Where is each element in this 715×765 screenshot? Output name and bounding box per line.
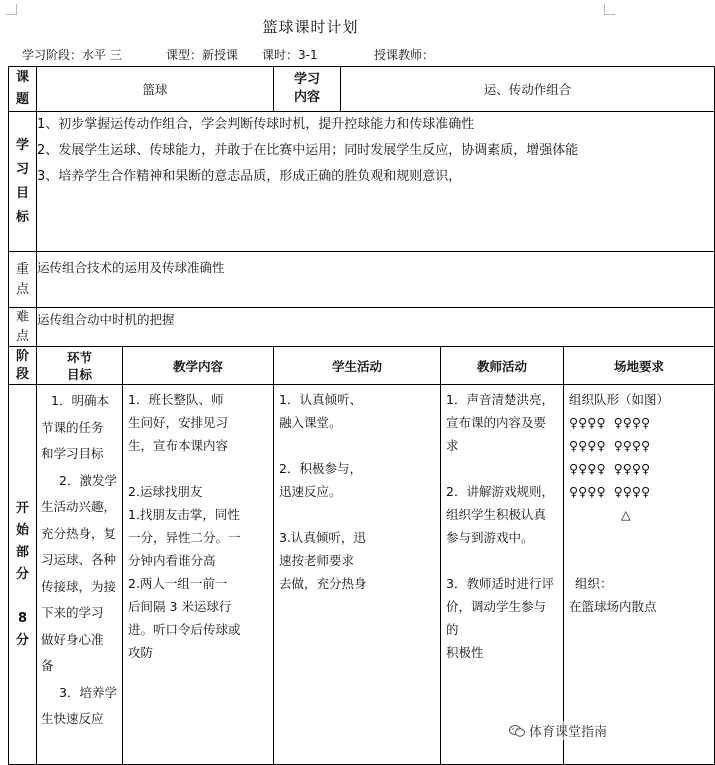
header-teacher: 教师活动 xyxy=(441,347,564,385)
info-teacher: 授课教师： xyxy=(374,48,435,62)
content-label: 学习 内容 xyxy=(274,67,341,112)
lesson-plan-table xyxy=(8,66,715,765)
content-value: 运、传动作组合 xyxy=(341,67,715,112)
watermark-text: 体育课堂指南 xyxy=(528,725,607,740)
keypoint-label: 重 点 xyxy=(9,252,37,308)
page-corner-mark-right xyxy=(604,4,615,15)
topic-label: 课 题 xyxy=(9,67,37,112)
difficulty-text: 运传组合动中时机的把握 xyxy=(37,308,715,347)
info-hours: 课时：3-1 xyxy=(262,48,318,62)
formation-row: ♀♀♀♀ ♀♀♀♀ xyxy=(569,484,651,499)
objective-line: 2、发展学生运球、传球能力，并敢于在比赛中运用；同时发展学生反应，协调素质，增强体能 xyxy=(37,143,579,158)
header-stage: 阶 段 xyxy=(9,347,37,385)
phase-content: 1．班长整队、师 生问好，安排见习 生，宣布本课内容 2.运球找朋友 1.找朋友击掌，同性 一分，异性二分。一 分钟内看谁分高 2.两人一组一前一 后间隔 3 米运球行 进。听口令后传球或 攻防 xyxy=(123,385,274,765)
page-corner-mark-left xyxy=(6,4,17,15)
topic-row xyxy=(9,67,715,112)
phase-teacher: 1．声音清楚洪亮， 宣布课的内容及要 求 2．讲解游戏规则， 组织学生积极认真 参与到游戏中。 3．教师适时进行评 价，调动学生参与的 积极性 xyxy=(441,385,564,765)
header-student: 学生活动 xyxy=(274,347,441,385)
activity-header-row xyxy=(9,347,715,385)
phase-label: 开 始 部 分 8 分 xyxy=(9,385,37,765)
header-goal: 环节 目标 xyxy=(37,347,123,385)
keypoint-text: 运传组合技术的运用及传球准确性 xyxy=(37,252,715,308)
topic-value: 篮球 xyxy=(37,67,274,112)
keypoint-row xyxy=(9,252,715,308)
phase-goals: 1．明确本 节课的任务 和学习目标 2．激发学 生活动兴趣， 充分热身，复 习运球、各种 传接球，为接 下来的学习 做好身心准 备 3．培养学 生快速反应 xyxy=(37,385,123,765)
phase-venue: 组织队形（如图） ♀♀♀♀ ♀♀♀♀ ♀♀♀♀ ♀♀♀♀ ♀♀♀♀ ♀♀♀♀ ♀♀♀♀ ♀♀♀♀ △ 组织： 在篮球场内散点 xyxy=(564,385,715,765)
start-phase-row xyxy=(9,385,715,765)
formation-row: ♀♀♀♀ ♀♀♀♀ xyxy=(569,461,651,476)
objective-line: 3、培养学生合作精神和果断的意志品质，形成正确的胜负观和规则意识， xyxy=(37,169,462,184)
info-lesson-type: 课型：新授课 xyxy=(166,48,239,62)
info-stage: 学习阶段：水平 三 xyxy=(22,48,122,62)
formation-row: ♀♀♀♀ ♀♀♀♀ xyxy=(569,438,651,453)
difficulty-label: 难 点 xyxy=(9,308,37,347)
formation-row: ♀♀♀♀ ♀♀♀♀ xyxy=(569,415,651,430)
header-venue: 场地要求 xyxy=(564,347,715,385)
watermark xyxy=(509,721,607,740)
wechat-icon xyxy=(509,724,525,738)
difficulty-row xyxy=(9,308,715,347)
phase-student: 1．认真倾听、 融入课堂。 2．积极参与， 迅速反应。 3.认真倾听，迅 速按老师要求 去做，充分热身 xyxy=(274,385,441,765)
objective-line: 1、初步掌握运传动作组合，学会判断传球时机，提升控球能力和传球准确性 xyxy=(37,117,475,132)
objectives-text xyxy=(37,112,715,252)
document-title: 篮球课时计划 xyxy=(262,18,359,36)
teacher-position-icon: △ xyxy=(621,507,631,522)
header-content: 教学内容 xyxy=(123,347,274,385)
objectives-row xyxy=(9,112,715,252)
objectives-label: 学 习 目 标 xyxy=(9,112,37,252)
